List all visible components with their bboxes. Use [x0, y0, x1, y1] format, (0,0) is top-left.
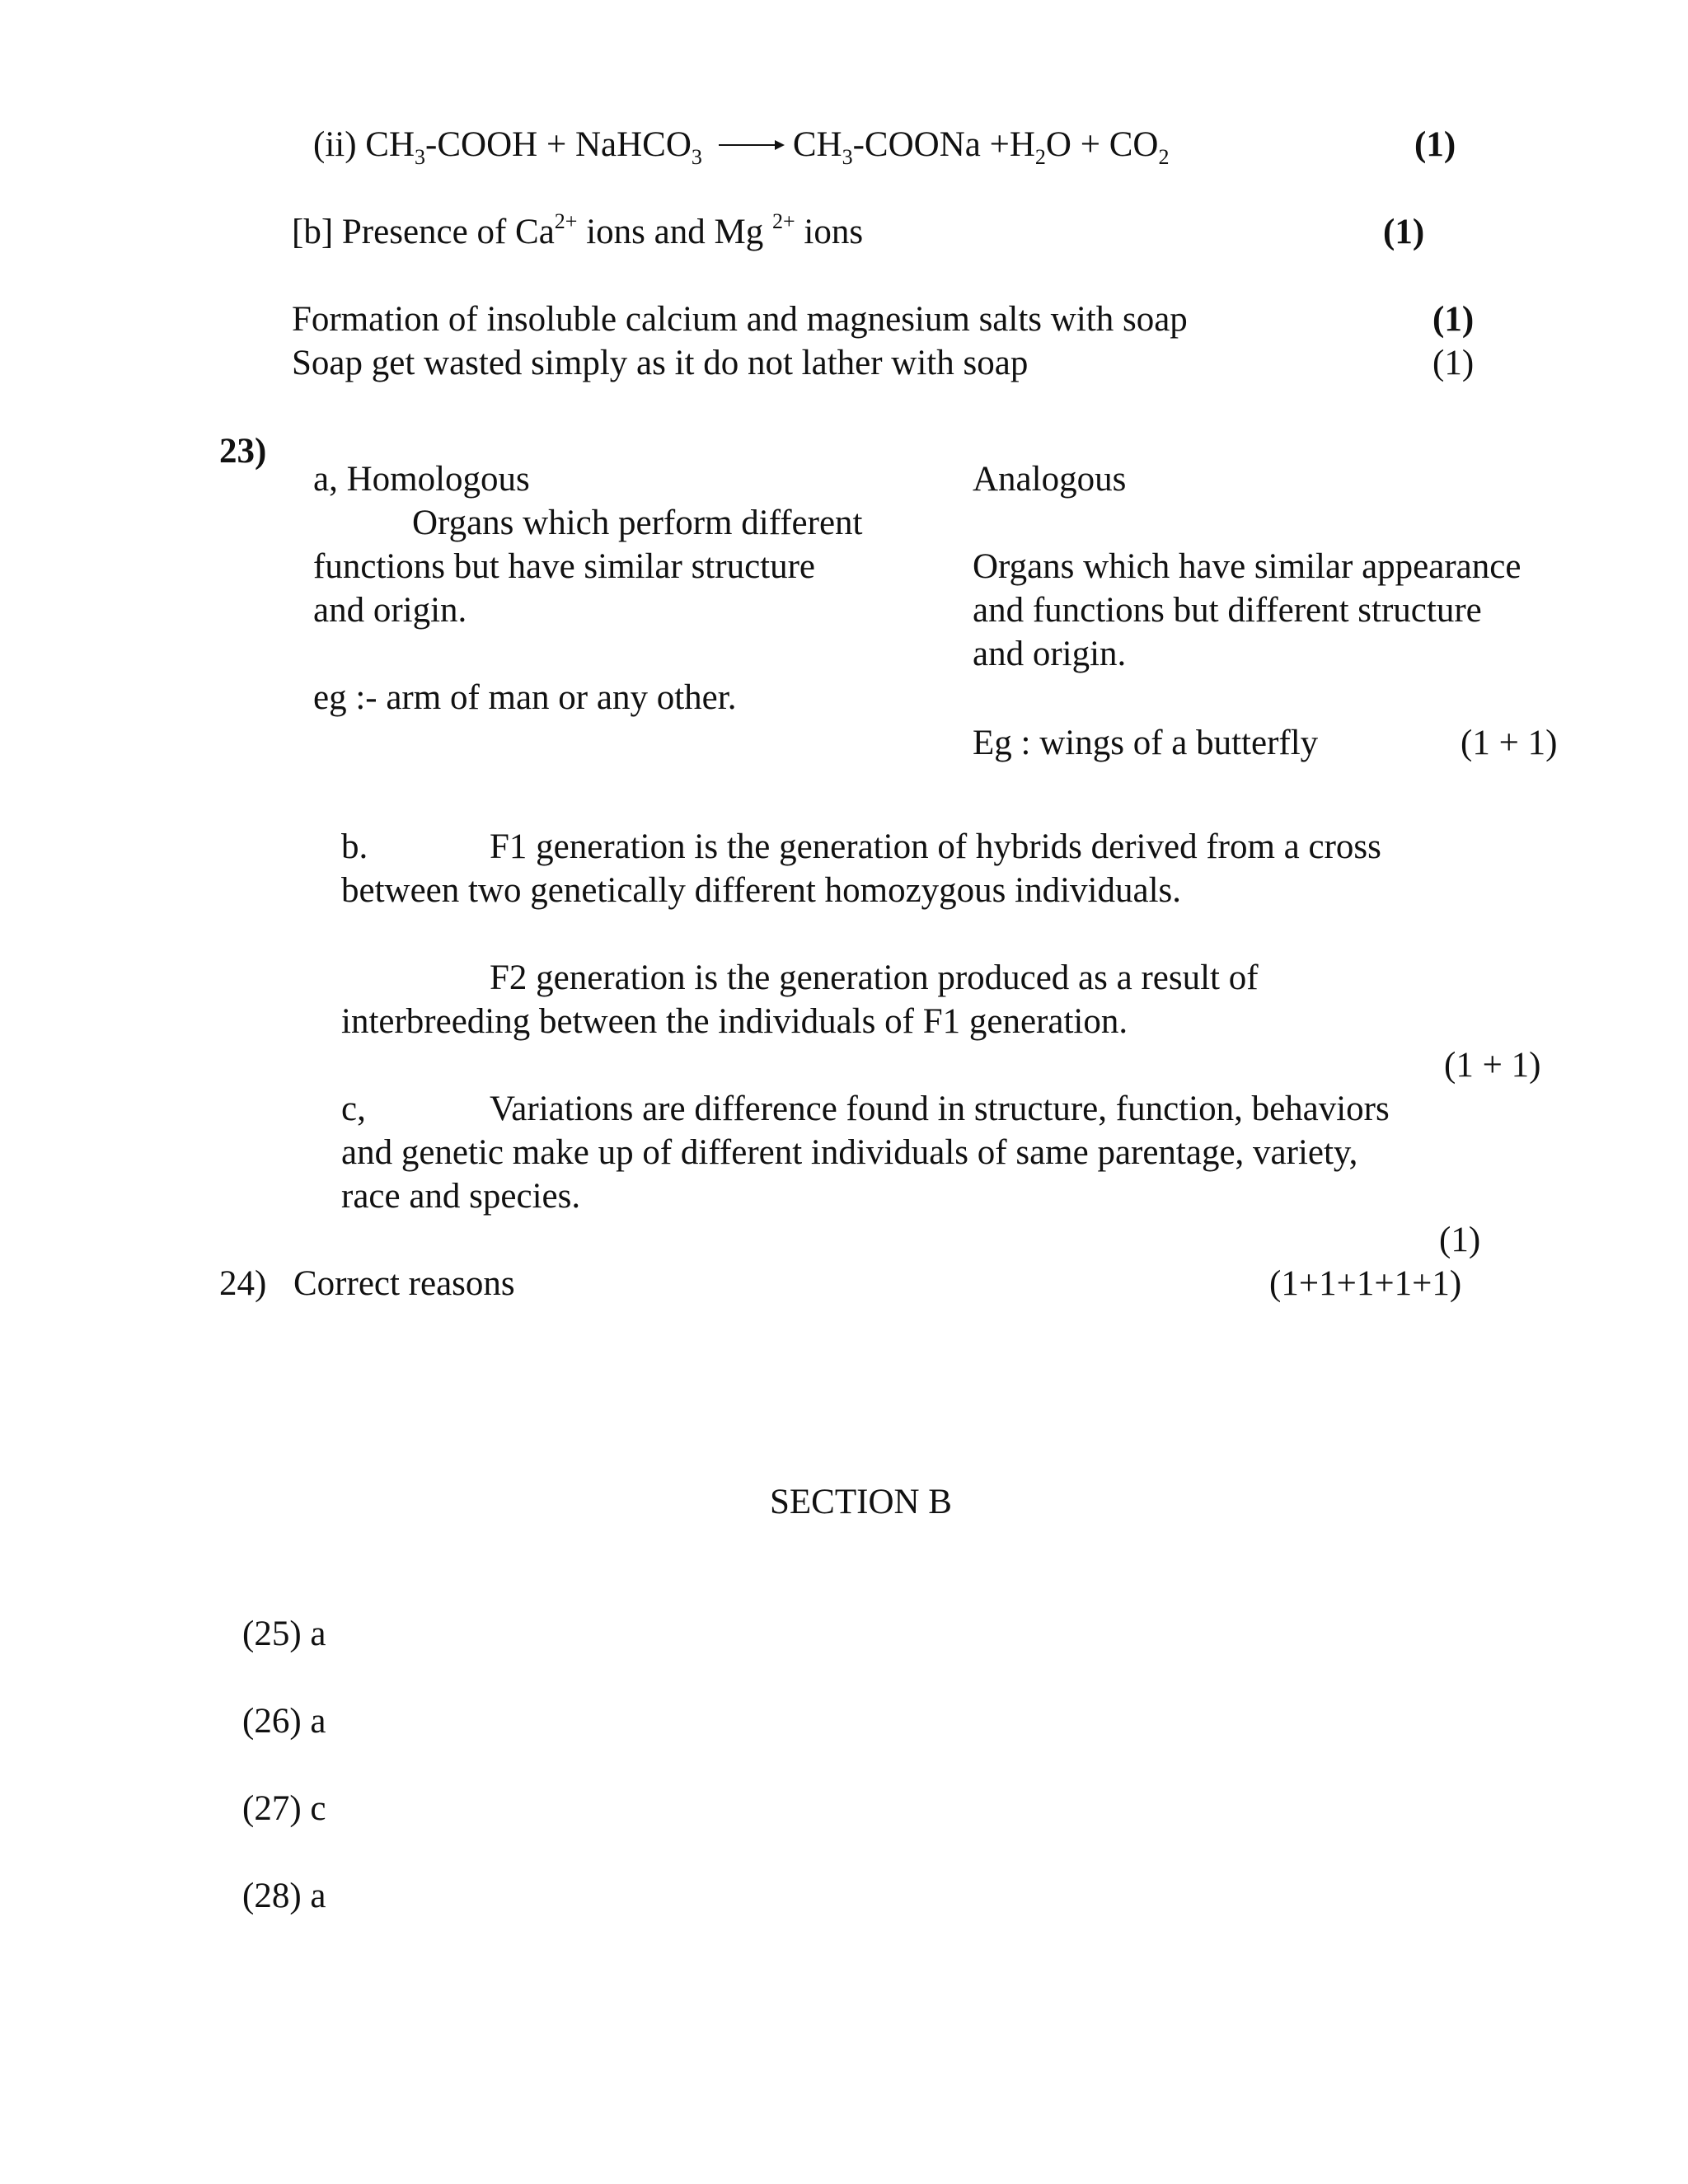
f1-def-2: between two genetically different homozygous individuals. — [341, 871, 1182, 910]
f2-def-2: interbreeding between the individuals of F1 generation. — [341, 1002, 1128, 1041]
soap-line-2-mark: (1) — [1432, 344, 1475, 382]
question-number-24: 24) — [219, 1264, 267, 1303]
part-b-label: b. — [341, 827, 368, 866]
q24-mark: (1+1+1+1+1) — [1269, 1264, 1462, 1303]
variation-def-1: Variations are difference found in structure, function, behaviors — [490, 1090, 1390, 1128]
part-c-mark: (1) — [1439, 1221, 1481, 1259]
equation-line: (ii) $CH_3$-COOH + NaHCO$_3$ $CH_3$-COONa $+H_2O + CO_2$ — [313, 125, 1170, 169]
analogous-def-1: Organs which have similar appearance — [973, 547, 1522, 586]
answer-26: (26) a — [242, 1702, 326, 1741]
analogous-def-2: and functions but different structure — [973, 591, 1482, 630]
analogous-example: Eg : wings of a butterfly — [973, 724, 1319, 762]
homologous-def-3: and origin. — [313, 591, 467, 630]
section-b-heading: SECTION B — [770, 1483, 952, 1521]
analogous-heading: Analogous — [973, 460, 1127, 499]
equation-mark: (1) — [1414, 125, 1456, 164]
hardness-cause-line: [b] Presence of $Ca^{2+}$ ions and Mg $^{2+}$ ions — [292, 209, 864, 251]
part-c-label: c, — [341, 1090, 366, 1128]
f1-def-1: F1 generation is the generation of hybrids derived from a cross — [490, 827, 1381, 866]
homologous-heading: a, Homologous — [313, 460, 530, 499]
analogous-def-3: and origin. — [973, 635, 1127, 673]
part-a-mark: (1 + 1) — [1461, 724, 1558, 762]
answer-27: (27) c — [242, 1789, 326, 1828]
reaction-arrow — [719, 144, 783, 146]
soap-line-1-mark: (1) — [1432, 300, 1475, 339]
f2-def-1: F2 generation is the generation produced as a result of — [490, 958, 1259, 997]
question-number-23: 23) — [219, 432, 267, 471]
homologous-example: eg :- arm of man or any other. — [313, 678, 737, 717]
variation-def-2: and genetic make up of different individuals of same parentage, variety, — [341, 1133, 1358, 1172]
answer-28: (28) a — [242, 1877, 326, 1915]
q24-answer: Correct reasons — [293, 1264, 515, 1303]
part-b-mark: (1 + 1) — [1444, 1046, 1541, 1085]
soap-line-1: Formation of insoluble calcium and magnesium salts with soap — [292, 300, 1188, 339]
hardness-cause-mark: (1) — [1383, 213, 1425, 251]
answer-25: (25) a — [242, 1615, 326, 1653]
soap-line-2: Soap get wasted simply as it do not lather with soap — [292, 344, 1029, 382]
homologous-def-1: Organs which perform different — [412, 504, 863, 542]
variation-def-3: race and species. — [341, 1177, 581, 1216]
homologous-def-2: functions but have similar structure — [313, 547, 816, 586]
